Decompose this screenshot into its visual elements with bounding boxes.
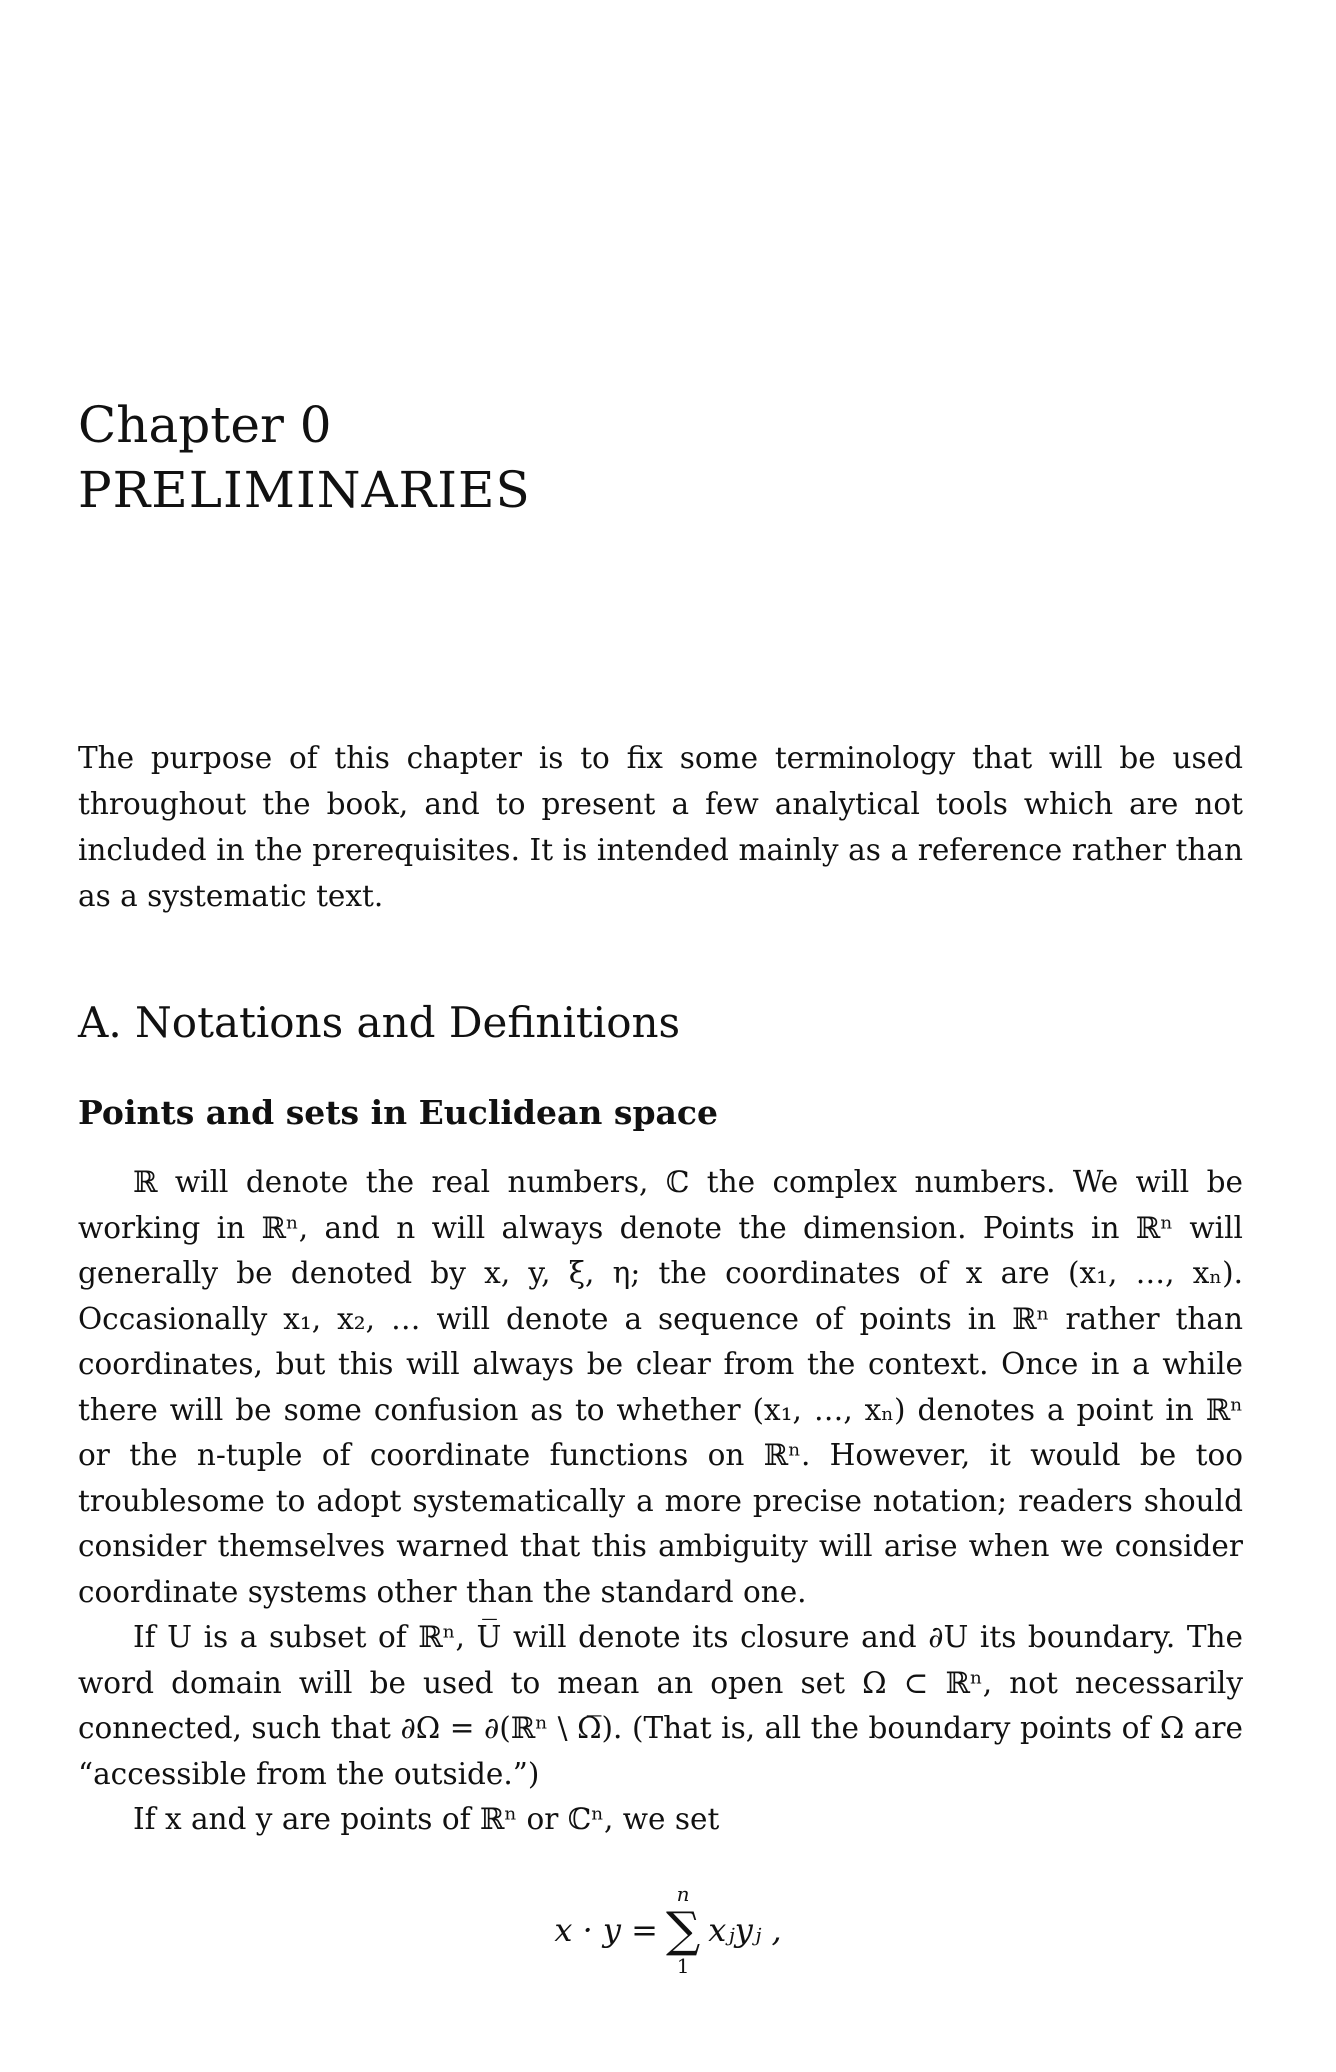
paragraph-dot-product: If x and y are points of ℝⁿ or ℂⁿ, we set [133,1802,720,1836]
body-text [78,1160,1243,1843]
equation-rhs: xⱼyⱼ , [708,1911,782,1949]
chapter-title: PRELIMINARIES [78,461,531,519]
paragraph-notation: ℝ will denote the real numbers, ℂ the complex numbers. We will be working in ℝⁿ, and n will always denote the dimension. Points in ℝⁿ will generally be denoted by x, y, ξ, η; the coordinates of x are (x₁, …, xₙ). Occasionally x₁, x₂, … will denote a sequence of points in ℝⁿ rather than coordinates, but this will always be clear from the context. Once in a while there will be some confusion as to whether (x₁, …, xₙ) denotes a point in ℝⁿ or the n-tuple of coordinate functions on ℝⁿ. However, it would be too troublesome to adopt systematically a more precise notation; readers should consider themselves warned that this ambiguity will arise when we consider coordinate systems other than the standard one. [78,1165,1243,1609]
summation-sign: ∑ [665,1902,701,1958]
summation-upper-limit: n [676,1882,690,1906]
chapter-label: Chapter 0 [78,396,332,454]
section-title: A. Notations and Definitions [78,998,681,1047]
summation [666,1884,700,1976]
equation-lhs: x · y = [554,1911,658,1949]
intro-paragraph: The purpose of this chapter is to fix some terminology that will be used throughout the book, and to present a few analytical tools which are not included in the prerequisites. It is intended mainly as a reference rather than as a systematic text. [78,741,1243,913]
dot-product-equation [0,1855,1336,2005]
paragraph-domain: If U is a subset of ℝⁿ, U̅ will denote its closure and ∂U its boundary. The word domain will be used to mean an open set Ω ⊂ ℝⁿ, not necessarily connected, such that ∂Ω = ∂(ℝⁿ \ Ω̅). (That is, all the boundary points of Ω are “accessible from the outside.”) [78,1620,1243,1791]
summation-lower-limit: 1 [676,1954,690,1978]
subsection-title: Points and sets in Euclidean space [78,1093,718,1132]
